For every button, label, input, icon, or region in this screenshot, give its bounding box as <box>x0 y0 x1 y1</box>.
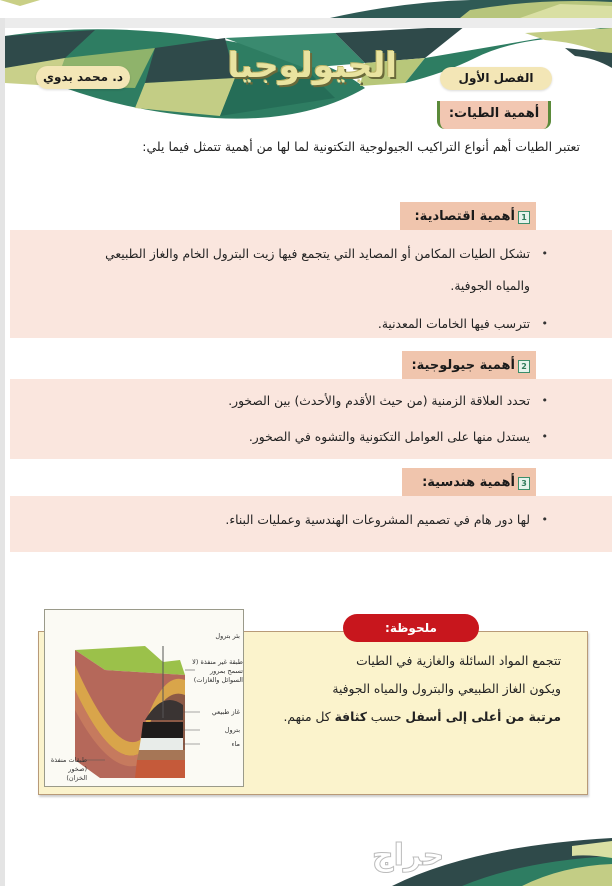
diagram-label-permeable: طبقات منفذة (صخور الخزان) <box>50 756 87 782</box>
note-emphasis: مرتبة من أعلى إلى أسفل <box>405 710 561 724</box>
section-heading-geological <box>402 351 536 381</box>
diagram-label-gas: غاز طبيعي <box>211 708 240 716</box>
bullet-list <box>10 238 612 340</box>
main-heading: أهمية الطيات: <box>437 101 551 129</box>
fold-trap-diagram <box>44 609 244 787</box>
bullet-item: • لها دور هام في تصميم المشروعات الهندسية وعمليات البناء. <box>70 504 530 536</box>
chapter-badge: الفصل الأول <box>440 67 552 90</box>
section-box-geological <box>10 379 612 459</box>
diagram-label-well: بئر بترول <box>215 632 240 640</box>
note-title: ملحوظة: <box>343 614 479 642</box>
bullet-item: • يستدل منها على العوامل التكتونية والتشوه في الصخور. <box>70 421 530 453</box>
author-badge: د. محمد بدوي <box>36 66 130 89</box>
bullet-list <box>10 385 612 453</box>
note-text <box>281 647 561 731</box>
section-box-engineering <box>10 496 612 552</box>
bullet-item: • تترسب فيها الخامات المعدنية. <box>70 308 530 340</box>
section-number-badge: 3 <box>518 477 530 490</box>
document-page <box>5 28 612 886</box>
note-callout <box>38 601 593 797</box>
section-heading-engineering <box>402 468 536 498</box>
bullet-list <box>10 504 612 536</box>
intro-paragraph: تعتبر الطيات أهم أنواع التراكيب الجيولوجية التكتونية لما لها من أهمية تتمثل فيما يلي: <box>142 139 580 154</box>
bullet-item: • تحدد العلاقة الزمنية (من حيث الأقدم والأحدث) بين الصخور. <box>70 385 530 417</box>
section-title: أهمية جيولوجية: <box>411 358 515 373</box>
section-number-badge: 1 <box>518 211 530 224</box>
bullet-item: • تشكل الطيات المكامن أو المصايد التي يتجمع فيها زيت البترول الخام والغاز الطبيعي والمياه الجوفية. <box>70 238 530 302</box>
subject-title-art: الجيولوجيا <box>227 46 397 86</box>
section-heading-economic <box>400 202 536 232</box>
note-line: ويكون الغاز الطبيعي والبترول والمياه الجوفية <box>332 682 561 696</box>
diagram-label-water: ماء <box>231 740 240 748</box>
note-line: تتجمع المواد السائلة والغازية في الطيات <box>356 654 561 668</box>
section-title: أهمية اقتصادية: <box>414 209 515 224</box>
diagram-label-impermeable: طبقة غير منفذة (لا تسمح بمرور السوائل والغازات) <box>192 658 243 684</box>
note-text-fragment: حسب <box>366 710 406 724</box>
section-title: أهمية هندسية: <box>422 475 515 490</box>
note-line <box>281 703 561 731</box>
diagram-label-oil: بترول <box>224 726 240 734</box>
top-wave-decoration <box>0 0 612 18</box>
previous-page-strip <box>0 0 612 18</box>
note-text-fragment: كل منهم. <box>283 710 335 724</box>
watermark-logo: حراج <box>372 838 445 873</box>
section-box-economic <box>10 230 612 338</box>
section-number-badge: 2 <box>518 360 530 373</box>
note-emphasis: كثافة <box>334 710 367 724</box>
